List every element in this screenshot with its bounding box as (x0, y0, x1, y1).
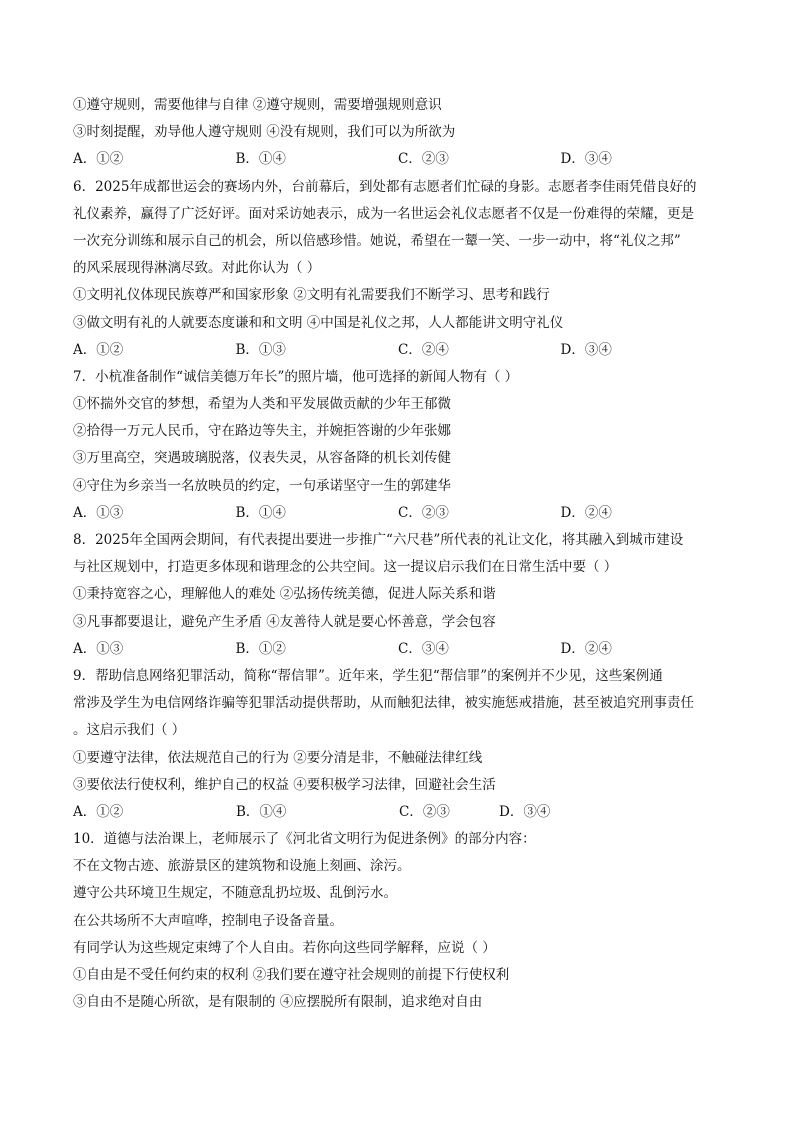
q9-statement-2: ③要依法行使权利，维护自己的权益 ④要积极学习法律，回避社会生活 (73, 776, 496, 793)
option-b[interactable]: B．①③ (235, 341, 286, 358)
option-d[interactable]: D．③④ (560, 151, 612, 168)
q10-stem: 10．道德与法治课上，老师展示了《河北省文明行为促进条例》的部分内容： (73, 831, 536, 848)
option-b[interactable]: B．①④ (235, 151, 286, 168)
option-c[interactable]: C．③④ (398, 640, 449, 657)
q5-options (73, 146, 723, 173)
q10-rule-3: 在公共场所不大声喧哗，控制电子设备音量。 (73, 912, 343, 929)
q7-statement-2: ②拾得一万元人民币，守在路边等失主，并婉拒答谢的少年张娜 (73, 423, 451, 440)
option-a[interactable]: A．①③ (73, 504, 124, 521)
q6-stem-line-1: 6．2025年成都世运会的赛场内外，台前幕后，到处都有志愿者们忙碌的身影。志愿者李佳雨凭借良好的 (73, 178, 697, 195)
q7-statement-3: ③万里高空，突遇玻璃脱落，仪表失灵，从容备降的机长刘传健 (73, 450, 451, 467)
q6-stem-line-4: 的风采展现得淋漓尽致。对此你认为（ ） (73, 260, 321, 277)
q6-options (73, 337, 723, 364)
q10-statement-1: ①自由是不受任何约束的权利 ②我们要在遵守社会规则的前提下行使权利 (73, 967, 510, 983)
q7-options (73, 500, 723, 527)
option-c[interactable]: C．②③ (399, 803, 450, 820)
q8-statement-1: ①秉持宽容之心，理解他人的难处 ②弘扬传统美德，促进人际关系和谐 (73, 586, 496, 603)
option-c[interactable]: C．②④ (398, 341, 449, 358)
option-d[interactable]: D．②④ (560, 504, 612, 521)
q8-stem-line-1: 8．2025年全国两会期间，有代表提出要进一步推广“六尺巷”所代表的礼让文化，将其融入到城市建设 (73, 532, 684, 548)
option-a[interactable]: A．①② (73, 803, 124, 820)
q9-options (73, 799, 723, 826)
option-a[interactable]: A．①③ (73, 640, 124, 657)
option-d[interactable]: D．③④ (499, 803, 551, 820)
q10-rule-2: 遵守公共环境卫生规定，不随意乱扔垃圾、乱倒污水。 (73, 885, 397, 902)
q7-stem: 7．小杭准备制作“诚信美德万年长”的照片墙，他可选择的新闻人物有（ ） (73, 368, 519, 385)
option-b[interactable]: B．①④ (236, 803, 287, 820)
option-c[interactable]: C．②③ (398, 504, 449, 521)
option-a[interactable]: A．①② (73, 341, 124, 358)
q8-stem-line-2: 与社区规划中，打造更多体现和谐理念的公共空间。这一提议启示我们在日常生活中要（ ） (73, 559, 618, 576)
q8-options (73, 636, 723, 663)
q7-statement-1: ①怀揣外交官的梦想，希望为人类和平发展做贡献的少年王郁微 (73, 396, 451, 413)
q6-statement-2: ③做文明有礼的人就要态度谦和和文明 ④中国是礼仪之邦，人人都能讲文明守礼仪 (73, 314, 564, 331)
option-d[interactable]: D．②④ (560, 640, 612, 657)
q9-stem-line-2: 常涉及学生为电信网络诈骗等犯罪活动提供帮助，从而触犯法律，被实施惩戒措施，甚至被追究刑事责任 (73, 695, 694, 712)
q10-statement-2: ③自由不是随心所欲，是有限制的 ④应摆脱所有限制，追求绝对自由 (73, 994, 483, 1011)
q9-stem-line-1: 9．帮助信息网络犯罪活动，简称“帮信罪”。近年来，学生犯“帮信罪”的案例并不少见，这些案例通 (73, 667, 663, 684)
q9-statement-1: ①要遵守法律，依法规范自己的行为 ②要分清是非，不触碰法律红线 (73, 749, 483, 766)
option-a[interactable]: A．①② (73, 151, 124, 168)
q10-rule-1: 不在文物古迹、旅游景区的建筑物和设施上刻画、涂污。 (73, 858, 411, 875)
option-c[interactable]: C．②③ (398, 151, 449, 168)
option-d[interactable]: D．③④ (560, 341, 612, 358)
q6-statement-1: ①文明礼仪体现民族尊严和国家形象 ②文明有礼需要我们不断学习、思考和践行 (73, 287, 550, 304)
q6-stem-line-2: 礼仪素养，赢得了广泛好评。面对采访她表示，成为一名世运会礼仪志愿者不仅是一份难得的荣耀，更是 (73, 205, 694, 222)
q6-stem-line-3: 一次充分训练和展示自己的机会，所以倍感珍惜。她说，希望在一颦一笑、一步一动中，将“礼仪之邦” (73, 232, 681, 249)
q9-stem-line-3: 。这启示我们（ ） (73, 722, 186, 739)
option-b[interactable]: B．①④ (235, 504, 286, 521)
exam-page (73, 92, 723, 1016)
q10-question: 有同学认为这些规定束缚了个人自由。若你向这些同学解释，应说（ ） (73, 939, 496, 956)
q5-statement-1: ①遵守规则，需要他律与自律 ②遵守规则，需要增强规则意识 (73, 97, 442, 113)
q7-statement-4: ④守住为乡亲当一名放映员的约定，一句承诺坚守一生的郭建华 (73, 477, 451, 494)
option-b[interactable]: B．①② (235, 640, 286, 657)
q5-statement-2: ③时刻提醒，劝导他人遵守规则 ④没有规则，我们可以为所欲为 (73, 124, 456, 141)
q8-statement-2: ③凡事都要退让，避免产生矛盾 ④友善待人就是要心怀善意，学会包容 (73, 613, 496, 630)
